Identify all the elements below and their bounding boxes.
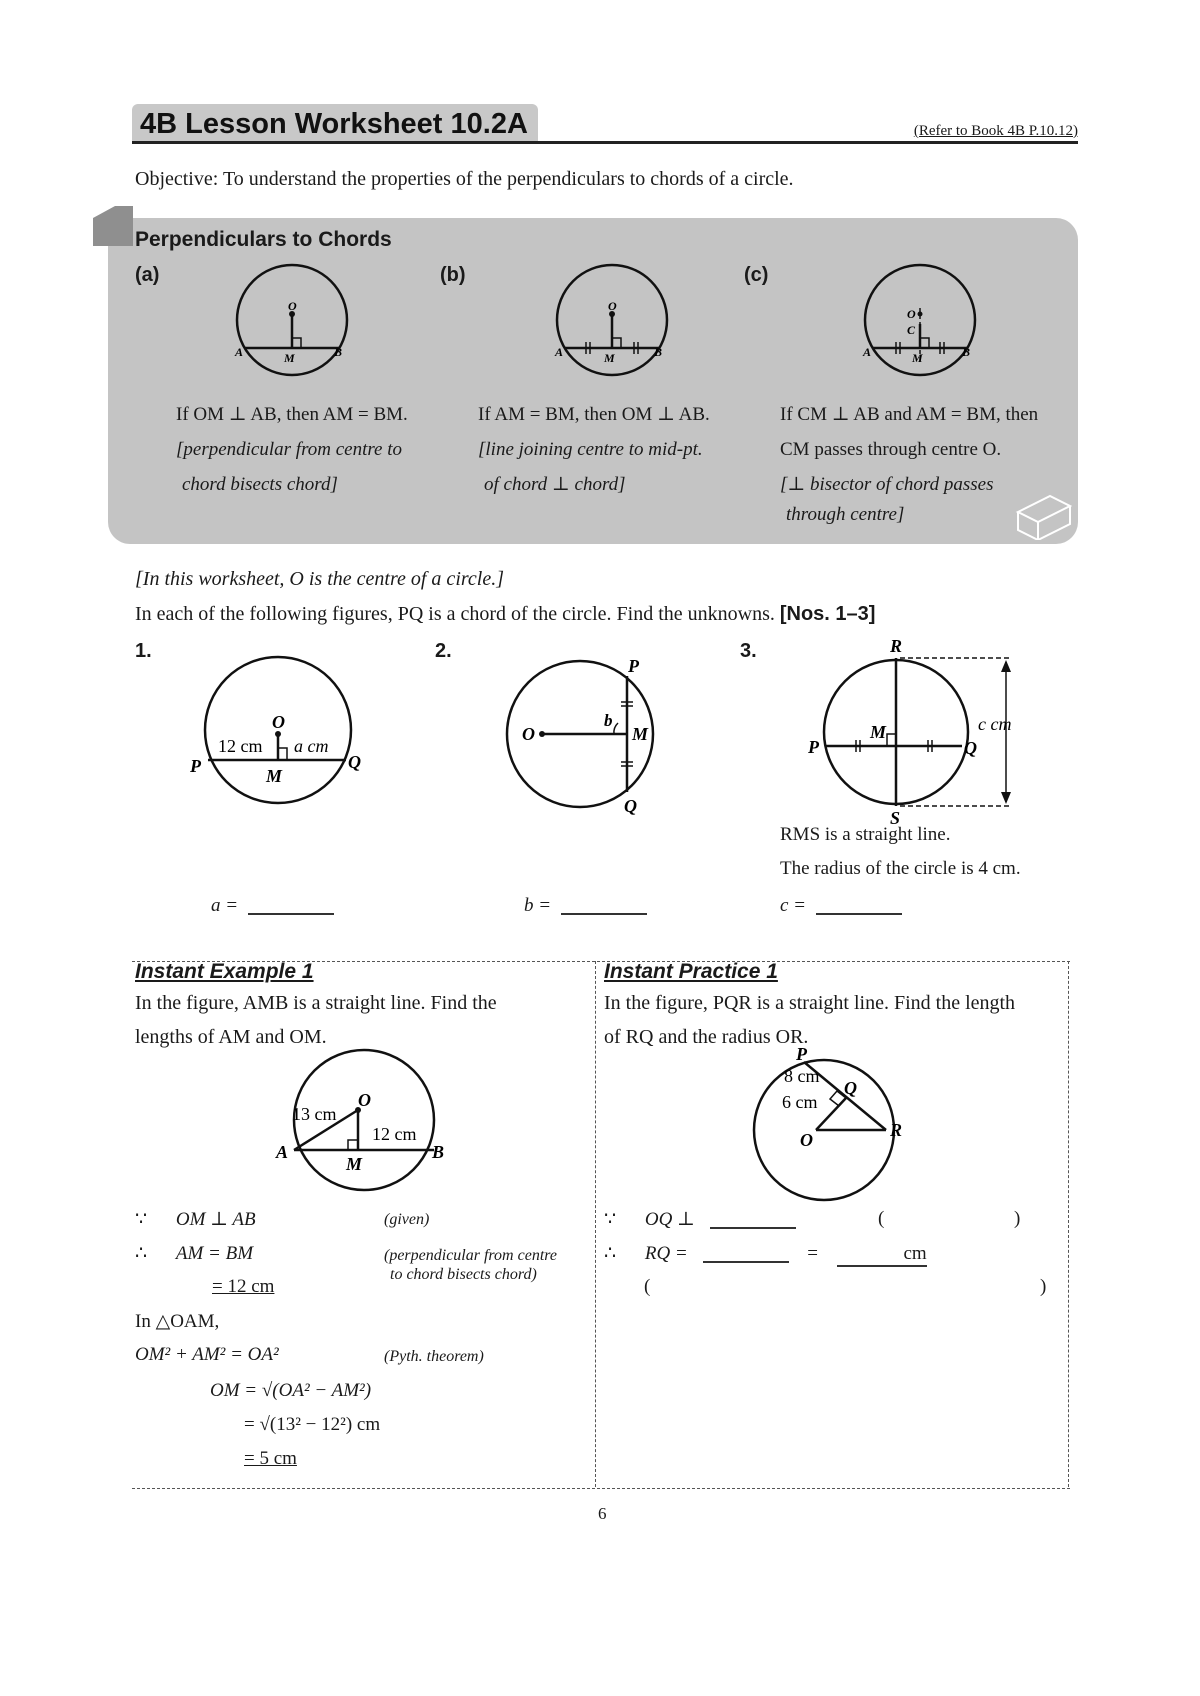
part-b-label: (b) (440, 264, 466, 286)
example-heading: Instant Example 1 (135, 960, 314, 983)
svg-text:M: M (912, 351, 923, 365)
svg-text:A: A (235, 345, 244, 359)
question-3-figure (800, 636, 1040, 826)
practice-heading: Instant Practice 1 (604, 960, 778, 983)
svg-text:c cm: c cm (978, 714, 1012, 734)
question-instruction: In each of the following figures, PQ is a chord of the circle. Find the unknowns. [Nos. 1–3] (135, 603, 876, 625)
part-a-label: (a) (135, 264, 160, 286)
svg-text:P: P (808, 737, 819, 757)
question-3-number: 3. (740, 640, 757, 662)
example-step-8: = 5 cm (244, 1448, 297, 1469)
practice-question: In the figure, PQR is a straight line. Find the length of RQ and the radius OR. (604, 992, 1016, 1048)
part-c-label: (c) (744, 264, 769, 286)
answer-b: b = (524, 895, 647, 917)
svg-text:A: A (863, 345, 872, 359)
answer-c: c = (780, 895, 902, 917)
answer-a: a = (211, 895, 334, 917)
practice-step-2-field-b[interactable]: cm (837, 1243, 927, 1267)
question-3-note: RMS is a straight line. The radius of the circle is 4 cm. (780, 824, 1021, 879)
svg-text:O: O (522, 724, 535, 744)
example-divider (595, 961, 596, 1487)
practice-step-3-open-paren: ( (644, 1276, 651, 1297)
cube-decoration-icon (1014, 490, 1074, 540)
example-step-2-reason: (perpendicular from centre to chord bisects chord) (384, 1247, 557, 1283)
practice-step-2-field-a[interactable] (703, 1247, 789, 1263)
answer-c-field[interactable] (816, 899, 902, 915)
practice-figure (744, 1046, 924, 1206)
svg-text:13 cm: 13 cm (292, 1104, 337, 1124)
svg-text:R: R (890, 636, 903, 656)
theorem-box-title: Perpendiculars to Chords (135, 228, 392, 251)
practice-step-3-close-paren: ) (1040, 1276, 1047, 1297)
header-rule (132, 141, 1078, 144)
practice-step-1-close-paren: ) (1014, 1208, 1021, 1229)
svg-text:A: A (276, 1142, 289, 1162)
example-question: In the figure, AMB is a straight line. Find the lengths of AM and OM. (135, 992, 497, 1048)
question-2-figure (500, 650, 680, 820)
example-step-1: ∵ OM ⊥ AB (135, 1209, 256, 1230)
svg-text:Q: Q (964, 738, 977, 758)
question-2-number: 2. (435, 640, 452, 662)
svg-text:P: P (796, 1046, 807, 1064)
practice-step-1: ∵ OQ ⊥ (604, 1208, 796, 1231)
svg-text:M: M (870, 722, 887, 742)
diagram-c (858, 262, 982, 386)
svg-text:Q: Q (624, 796, 637, 816)
svg-text:a cm: a cm (294, 736, 329, 756)
svg-text:O: O (800, 1130, 813, 1150)
svg-text:Q: Q (348, 752, 361, 772)
example-step-5: OM² + AM² = OA² (135, 1344, 279, 1365)
practice-step-1-open-paren: ( (878, 1208, 885, 1229)
corner-tab-decoration (93, 206, 133, 246)
page-number: 6 (598, 1504, 607, 1523)
question-1-number: 1. (135, 640, 152, 662)
worksheet-header (132, 104, 1078, 144)
svg-text:8 cm: 8 cm (784, 1066, 820, 1086)
example-figure (272, 1048, 452, 1198)
svg-text:M: M (632, 724, 649, 744)
part-c-statement: If CM ⊥ AB and AM = BM, then CM passes through centre O. [⊥ bisector of chord passes through centre] (780, 404, 1039, 525)
svg-text:b: b (604, 711, 613, 730)
svg-text:B: B (962, 345, 971, 359)
svg-text:B: B (334, 345, 343, 359)
worksheet-note: [In this worksheet, O is the centre of a circle.] (135, 568, 505, 590)
svg-text:S: S (890, 808, 901, 826)
svg-text:A: A (555, 345, 564, 359)
part-b-statement: If AM = BM, then OM ⊥ AB. [line joining centre to mid-pt. of chord ⊥ chord] (478, 404, 710, 495)
example-step-4: In △OAM, (135, 1311, 220, 1332)
svg-text:M: M (266, 766, 283, 786)
svg-text:6 cm: 6 cm (782, 1092, 818, 1112)
example-frame-right-edge (1068, 961, 1069, 1487)
diagram-b (550, 262, 674, 382)
example-step-5-reason: (Pyth. theorem) (384, 1348, 484, 1365)
svg-text:B: B (432, 1142, 445, 1162)
example-step-2: ∴ AM = BM (135, 1243, 254, 1264)
question-1-figure (186, 650, 366, 810)
example-step-7: = √(13² − 12²) cm (244, 1414, 381, 1435)
svg-text:O: O (907, 307, 916, 321)
part-a-statement: If OM ⊥ AB, then AM = BM. [perpendicular from centre to chord bisects chord] (176, 404, 408, 495)
svg-text:P: P (190, 756, 201, 776)
example-step-3: = 12 cm (212, 1276, 275, 1297)
svg-text:M: M (604, 351, 615, 365)
svg-text:O: O (288, 299, 297, 313)
svg-text:R: R (890, 1120, 903, 1140)
diagram-a (230, 262, 354, 382)
svg-text:O: O (358, 1090, 371, 1110)
book-reference: (Refer to Book 4B P.10.12) (913, 123, 1078, 139)
svg-text:C: C (907, 323, 916, 337)
svg-text:P: P (628, 656, 639, 676)
objective-text: Objective: To understand the properties of the perpendiculars to chords of a circle. (135, 168, 794, 190)
answer-b-field[interactable] (561, 899, 647, 915)
svg-text:M: M (284, 351, 295, 365)
svg-text:O: O (608, 299, 617, 313)
practice-step-1-field[interactable] (710, 1213, 796, 1229)
svg-text:Q: Q (844, 1078, 857, 1098)
svg-text:12 cm: 12 cm (372, 1124, 417, 1144)
svg-text:B: B (654, 345, 663, 359)
svg-text:O: O (272, 712, 285, 732)
svg-text:12 cm: 12 cm (218, 736, 263, 756)
answer-a-field[interactable] (248, 899, 334, 915)
svg-text:M: M (346, 1154, 363, 1174)
practice-step-2: ∴ RQ = = cm (604, 1242, 927, 1267)
example-step-6: OM = √(OA² − AM²) (210, 1380, 372, 1401)
example-step-1-reason: (given) (384, 1211, 430, 1228)
worksheet-title: 4B Lesson Worksheet 10.2A (132, 104, 538, 144)
